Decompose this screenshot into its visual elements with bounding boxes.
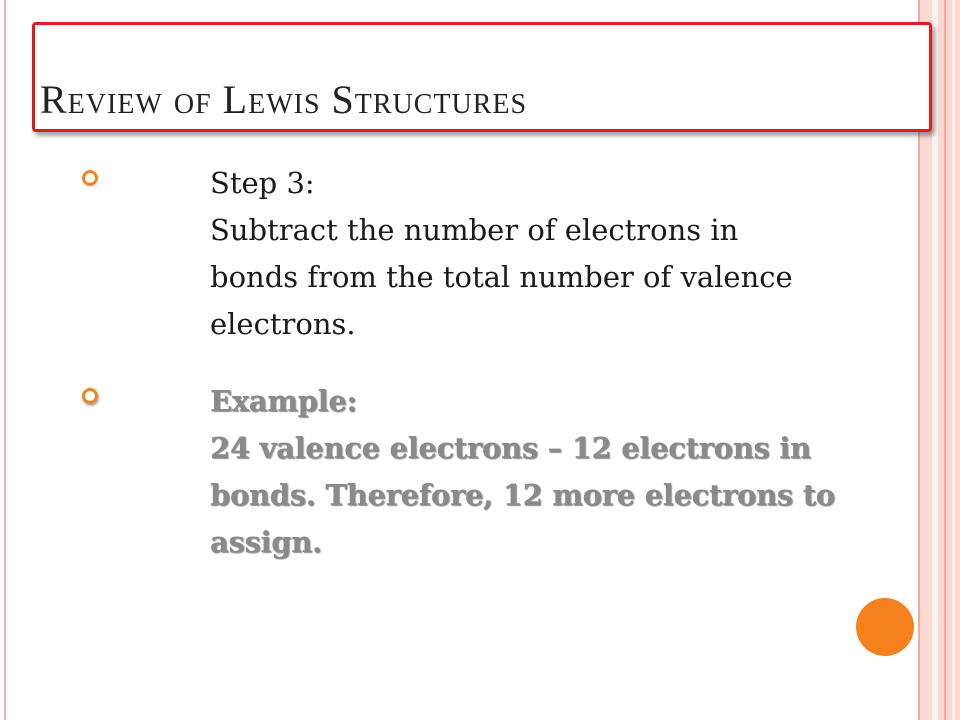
example-line: 24 valence electrons – 12 electrons in (210, 431, 811, 465)
example-line: assign. (210, 525, 322, 559)
bullet-line: bonds from the total number of valence (210, 260, 793, 294)
left-frame-line (4, 0, 6, 720)
right-frame-stripe (944, 0, 946, 720)
bullet-line: Subtract the number of electrons in (210, 213, 739, 247)
example-text (210, 378, 910, 566)
example-line: bonds. Therefore, 12 more electrons to (210, 478, 835, 512)
bullet-circle-icon (82, 170, 98, 186)
decorative-orange-circle (856, 598, 914, 656)
right-frame-stripe (952, 0, 955, 720)
bullet-circle-icon (82, 388, 98, 404)
example-line: Example: (210, 384, 357, 418)
bullet-line: electrons. (210, 307, 356, 341)
bullet-line: Step 3: (210, 166, 315, 200)
right-frame-stripe (932, 0, 938, 720)
bullet-text (210, 160, 910, 348)
slide-title: Review of Lewis Structures (40, 77, 528, 122)
